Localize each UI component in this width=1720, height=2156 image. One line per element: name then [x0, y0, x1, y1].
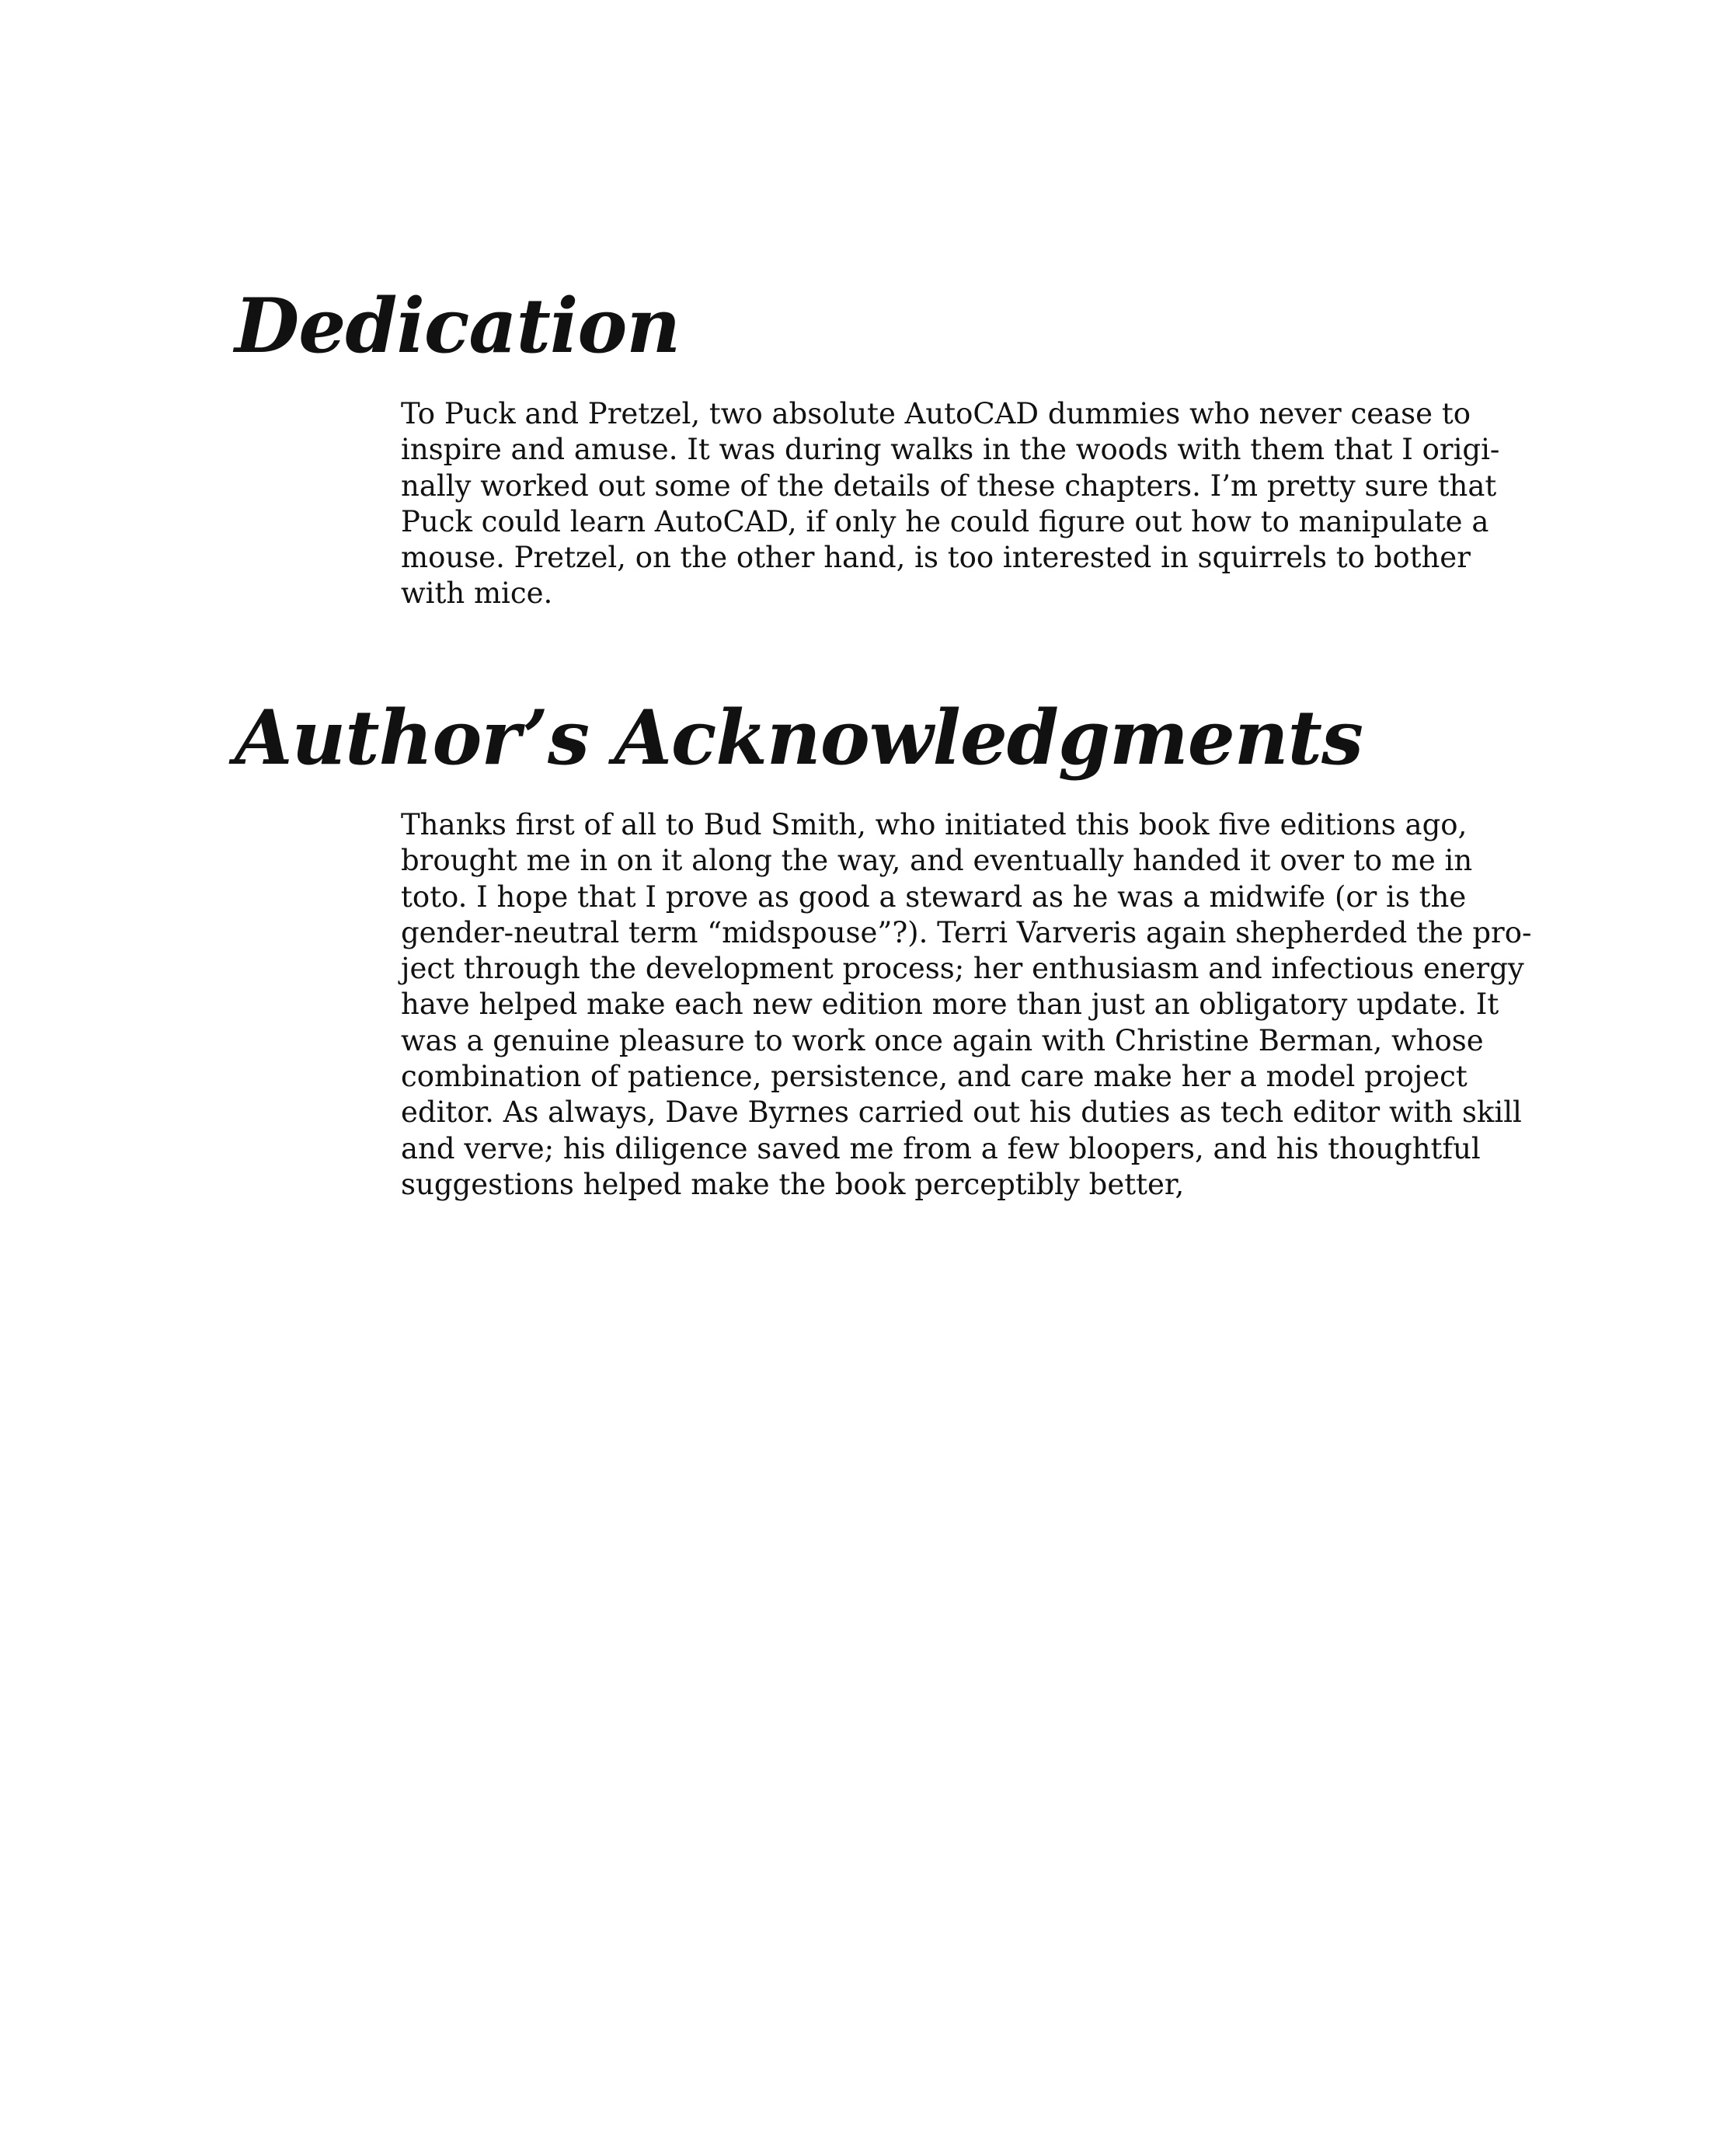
acknowledgments-line: editor. As always, Dave Byrnes carried out his duties as tech editor with skill	[401, 1095, 1522, 1130]
acknowledgments-heading: Author’s Acknowledgments	[235, 694, 1363, 782]
dedication-line: To Puck and Pretzel, two absolute AutoCAD dummies who never cease to	[401, 397, 1471, 430]
dedication-heading: Dedication	[235, 282, 681, 370]
acknowledgments-line: and verve; his diligence saved me from a few bloopers, and his thoughtful	[401, 1131, 1481, 1165]
dedication-line: nally worked out some of the details of these chapters. I’m pretty sure that	[401, 468, 1497, 503]
dedication-line: with mice.	[401, 576, 553, 611]
dedication-line: Puck could learn AutoCAD, if only he could figure out how to manipulate a	[401, 504, 1489, 538]
acknowledgments-line: brought me in on it along the way, and eventually handed it over to me in	[401, 844, 1473, 878]
acknowledgments-line: ject through the development process; her enthusiasm and infectious energy	[401, 952, 1524, 986]
acknowledgments-line: have helped make each new edition more than just an obligatory update. It	[401, 987, 1499, 1022]
acknowledgments-line: Thanks first of all to Bud Smith, who initiated this book five editions ago,	[401, 808, 1468, 841]
dedication-line: inspire and amuse. It was during walks in the woods with them that I origi-	[401, 433, 1500, 467]
acknowledgments-line: was a genuine pleasure to work once again with Christine Berman, whose	[401, 1023, 1484, 1057]
acknowledgments-line: combination of patience, persistence, and care make her a model project	[401, 1060, 1468, 1094]
dedication-paragraph	[401, 396, 1500, 612]
acknowledgments-line: toto. I hope that I prove as good a steward as he was a midwife (or is the	[401, 879, 1467, 914]
acknowledgments-paragraph	[401, 807, 1532, 1203]
acknowledgments-line: gender-neutral term “midspouse”?). Terri Varveris again shepherded the pro-	[401, 915, 1532, 949]
acknowledgments-line: suggestions helped make the book perceptibly better,	[401, 1167, 1185, 1201]
dedication-line: mouse. Pretzel, on the other hand, is too interested in squirrels to bother	[401, 541, 1471, 575]
